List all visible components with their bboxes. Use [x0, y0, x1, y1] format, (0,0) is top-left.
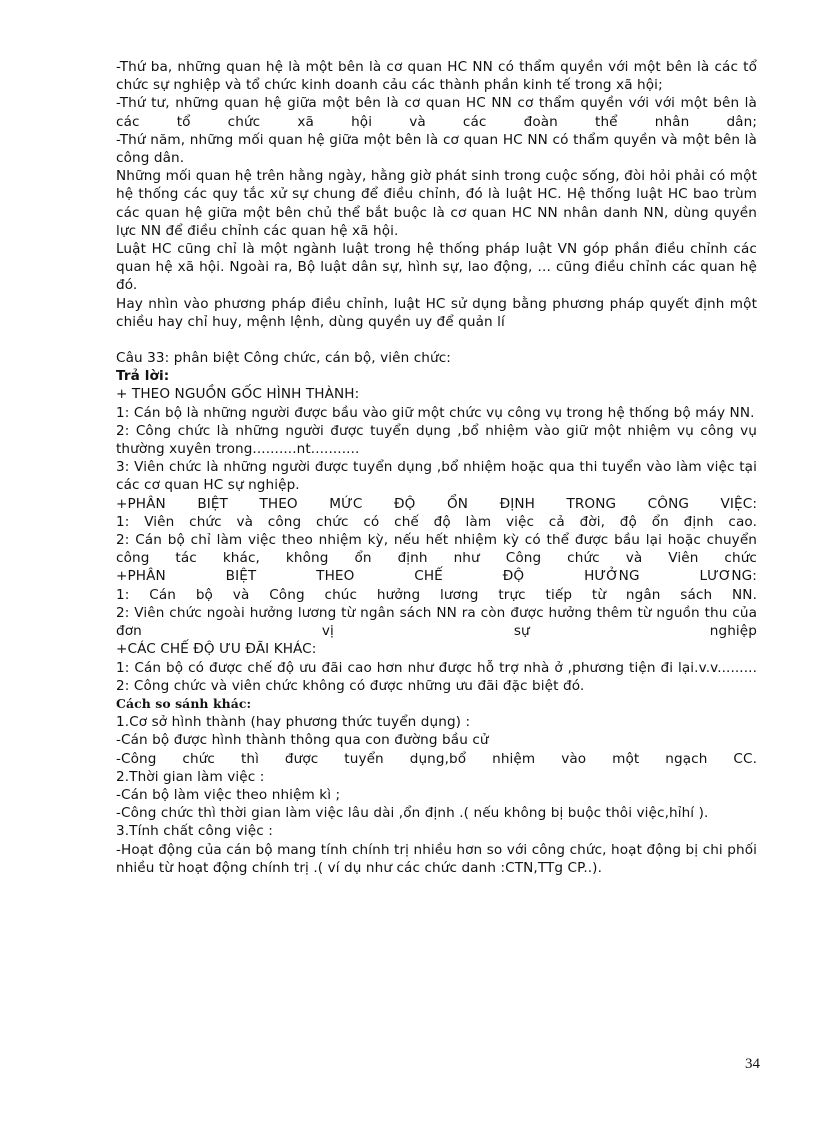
compare-label: Cách so sánh khác:	[116, 695, 252, 711]
spacer	[116, 331, 757, 349]
paragraph-fourth-relation: -Thứ tư, những quan hệ giữa một bên là cơ quan HC NN cơ thẩm quyền với với một bên là các tổ chức xã hội và các đoàn thể nhân dân;	[116, 95, 757, 130]
benefits-item-1: 1: Cán bộ có được chế độ ưu đãi cao hơn như được hỗ trợ nhà ở ,phương tiện đi lại.v.v.........	[116, 659, 757, 676]
paragraph-fifth-relation: -Thứ năm, những mối quan hệ giữa một bên là cơ quan HC NN có thẩm quyền và một bên là công dân.	[116, 131, 757, 167]
compare-line-6: -Công chức thì thời gian làm việc lâu dài ,ổn định .( nếu không bị buộc thôi việc,hỉhí ).	[116, 805, 709, 822]
compare-line-3: -Công chức thì được tuyển dụng,bổ nhiệm vào một ngạch CC.	[116, 750, 757, 767]
paragraph-daily-relations: Những mối quan hệ trên hằng ngày, hằng giờ phát sinh trong cuộc sống, đòi hỏi phải có một hệ thống các quy tắc xử sự chung để điều chỉnh, đó là luật HC. Hệ thống luật HC bao trùm các quan hệ giữa một bên chủ thể bắt buộc là cơ quan HC NN nhân danh NN, dùng quyền lực NN để điều chỉnh các quan hệ xã hội.	[116, 168, 757, 239]
stability-item-1: 1: Viên chức và công chức có chế độ làm việc cả đời, độ ổn định cao.	[116, 513, 757, 530]
compare-line-4: 2.Thời gian làm việc :	[116, 768, 265, 785]
salary-item-2: 2: Viên chức ngoài hưởng lương từ ngân sách NN ra còn được hưởng thêm từ nguồn thu của đơn vị sự nghiệp	[116, 604, 757, 640]
origin-item-1: 1: Cán bộ là những người được bầu vào giữ một chức vụ công vụ trong hệ thống bộ máy NN.	[116, 404, 755, 421]
paragraph-method: Hay nhìn vào phương pháp điều chỉnh, luật HC sử dụng bằng phương pháp quyết định một chiều hay chỉ huy, mệnh lệnh, dùng quyền uy để quản lí	[116, 295, 757, 330]
section-benefits-heading: +CÁC CHẾ ĐỘ ƯU ĐÃI KHÁC:	[116, 641, 317, 658]
document-body	[116, 58, 757, 877]
section-salary-heading: +PHÂN BIỆT THEO CHẾ ĐỘ HƯỞNG LƯƠNG:	[116, 568, 757, 585]
origin-item-3: 3: Viên chức là những người được tuyển dụng ,bổ nhiệm hoặc qua thi tuyển vào làm việc tại các cơ quan HC sự nghiệp.	[116, 459, 757, 494]
compare-line-7: 3.Tính chất công việc :	[116, 823, 273, 840]
compare-line-5: -Cán bộ làm việc theo nhiệm kì ;	[116, 786, 341, 803]
section-stability-heading: +PHÂN BIỆT THEO MỨC ĐỘ ỔN ĐỊNH TRONG CÔNG VIỆC:	[116, 495, 757, 512]
section-origin-heading: + THEO NGUỒN GỐC HÌNH THÀNH:	[116, 386, 360, 403]
compare-line-8: -Hoạt động của cán bộ mang tính chính trị nhiều hơn so với công chức, hoạt động bị chi phối nhiều từ hoạt động chính trị .( ví dụ như các chức danh :CTN,TTg CP..).	[116, 841, 757, 876]
answer-label: Trả lời:	[116, 368, 170, 385]
stability-item-2: 2: Cán bộ chỉ làm việc theo nhiệm kỳ, nếu hết nhiệm kỳ có thể được bầu lại hoặc chuyển công tác khác, không ổn định như Công chức và Viên chức	[116, 532, 757, 567]
page-number: 34	[745, 1056, 760, 1072]
compare-line-2: -Cán bộ được hình thành thông qua con đường bầu cử	[116, 732, 489, 749]
paragraph-third-relation: -Thứ ba, những quan hệ là một bên là cơ quan HC NN có thẩm quyền với một bên là các tổ chức sự nghiệp và tổ chức kinh doanh cảu các thành phần kinh tế trong xã hội;	[116, 59, 757, 94]
salary-item-1: 1: Cán bộ và Công chúc hưởng lương trực tiếp từ ngân sách NN.	[116, 586, 757, 603]
compare-line-1: 1.Cơ sở hình thành (hay phương thức tuyển dụng) :	[116, 714, 471, 731]
benefits-item-2: 2: Công chức và viên chức không có được những ưu đãi đặc biệt đó.	[116, 677, 585, 694]
paragraph-hc-branch: Luật HC cũng chỉ là một ngành luật trong hệ thống pháp luật VN góp phần điều chỉnh các quan hệ xã hội. Ngoài ra, Bộ luật dân sự, hình sự, lao động, … cũng điều chỉnh các quan hệ đó.	[116, 241, 757, 294]
question-heading: Câu 33: phân biệt Công chức, cán bộ, viên chức:	[116, 350, 451, 367]
origin-item-2: 2: Công chức là những người được tuyển dụng ,bổ nhiệm vào giữ một nhiệm vụ công vụ thường xuyên trong..........nt...........	[116, 422, 757, 458]
